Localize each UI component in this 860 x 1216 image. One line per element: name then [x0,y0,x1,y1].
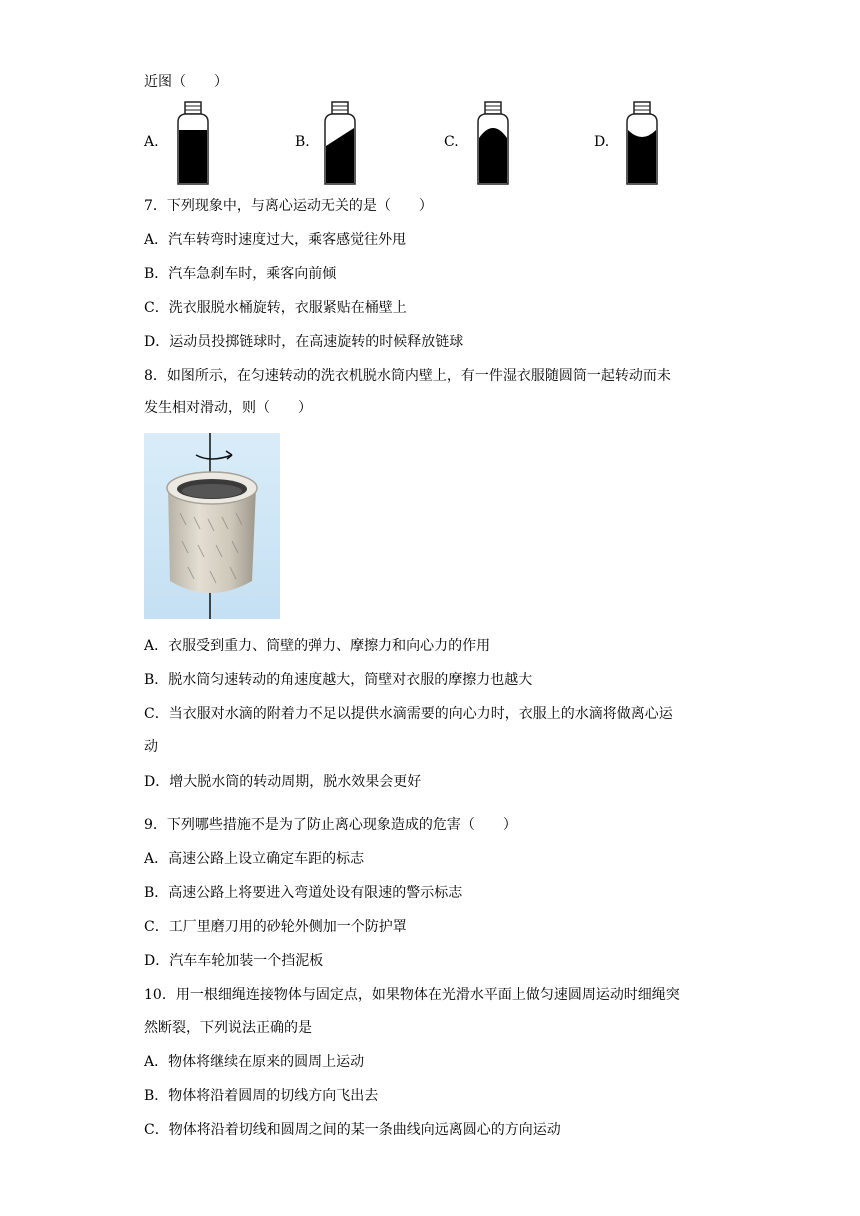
q7-stem: 7．下列现象中，与离心运动无关的是（ ） [144,198,433,214]
q10-option-a: A．物体将继续在原来的圆周上运动 [144,1054,365,1070]
q9-stem: 9．下列哪些措施不是为了防止离心现象造成的危害（ ） [144,817,517,833]
q6-options [0,100,860,190]
q6-stem-tail: 近图（ ） [144,74,228,90]
q10-option-c: C．物体将沿着切线和圆周之间的某一条曲线向远离圆心的方向运动 [144,1122,561,1138]
q9-option-a: A．高速公路上设立确定车距的标志 [144,851,365,867]
bottle-d-image [622,100,662,188]
q9-option-b: B．高速公路上将要进入弯道处设有限速的警示标志 [144,885,463,901]
q10-stem-line2: 然断裂，下列说法正确的是 [144,1020,312,1036]
q7-option-a: A．汽车转弯时速度过大，乘客感觉往外甩 [144,232,407,248]
q10-option-b: B．物体将沿着圆周的切线方向飞出去 [144,1088,379,1104]
q8-stem-line1: 8．如图所示，在匀速转动的洗衣机脱水筒内壁上，有一件湿衣服随圆筒一起转动而未 [144,368,671,384]
q8-option-a: A．衣服受到重力、筒壁的弹力、摩擦力和向心力的作用 [144,638,491,654]
q9-option-c: C．工厂里磨刀用的砂轮外侧加一个防护罩 [144,919,407,935]
q6-option-a-label: A. [144,134,159,150]
q9-option-d: D．汽车车轮加装一个挡泥板 [144,953,324,969]
q8-stem-line2: 发生相对滑动，则（ ） [144,400,312,416]
q7-option-b: B．汽车急刹车时，乘客向前倾 [144,266,337,282]
q10-stem-line1: 10．用一根细绳连接物体与固定点，如果物体在光滑水平面上做匀速圆周运动时细绳突 [144,987,680,1003]
bottle-b-image [320,100,360,188]
bottle-c-image [473,100,513,188]
q6-option-b-label: B. [295,134,310,150]
q6-option-d-label: D. [594,134,610,150]
q8-option-c: C．当衣服对水滴的附着力不足以提供水滴需要的向心力时，衣服上的水滴将做离心运 [144,706,673,722]
bottle-a-image [173,100,213,188]
q7-option-d: D．运动员投掷链球时，在高速旋转的时候释放链球 [144,334,464,350]
q8-option-d: D．增大脱水筒的转动周期，脱水效果会更好 [144,774,422,790]
q8-option-b: B．脱水筒匀速转动的角速度越大，筒壁对衣服的摩擦力也越大 [144,672,533,688]
q8-option-c-cont: 动 [144,739,158,755]
washing-machine-drum-image [144,433,280,619]
q6-option-c-label: C. [444,134,459,150]
q7-option-c: C．洗衣服脱水桶旋转，衣服紧贴在桶壁上 [144,300,407,316]
